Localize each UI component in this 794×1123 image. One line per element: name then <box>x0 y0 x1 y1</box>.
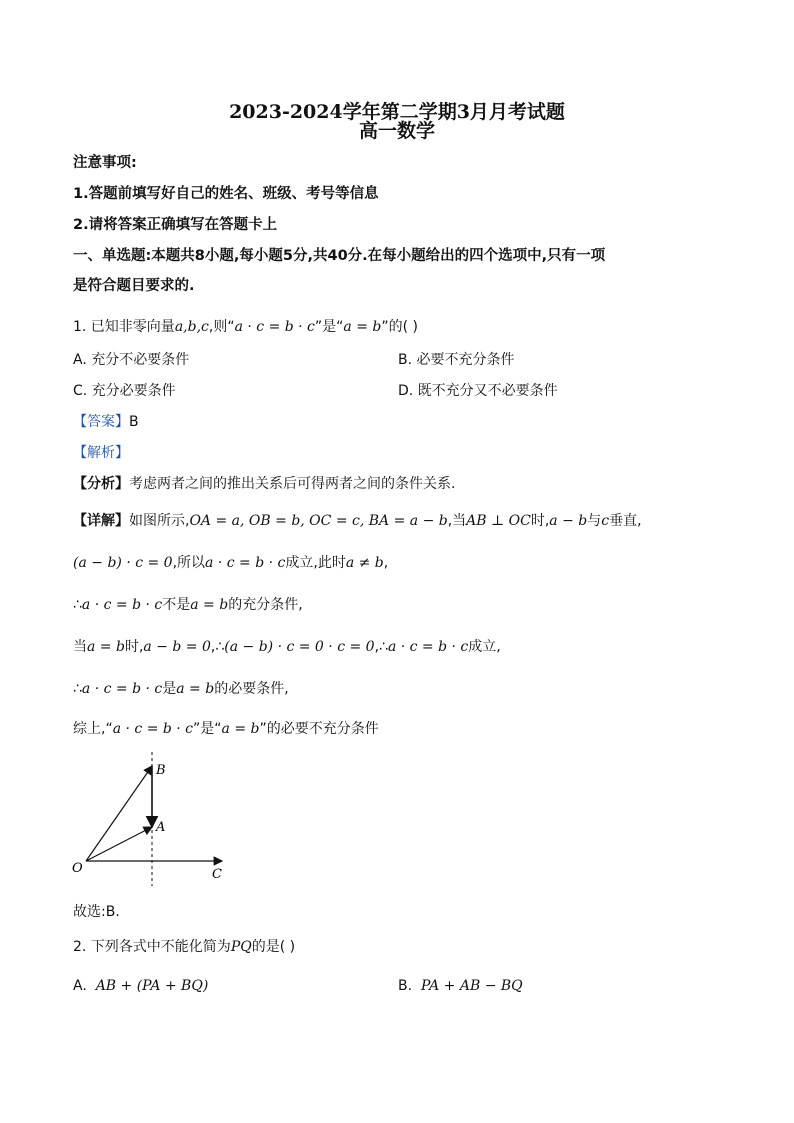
d4-end: 成立, <box>468 639 501 655</box>
q2-stem-vec: PQ <box>230 939 252 955</box>
exam-title: 2023-2024学年第二学期3月月考试题 <box>229 101 565 123</box>
d5-mid: 是 <box>162 681 177 697</box>
q1-detail-line1 <box>73 510 642 530</box>
label-o: O <box>72 861 83 876</box>
sum-pre: 综上,“ <box>73 721 113 737</box>
label-c: C <box>212 867 222 882</box>
q2-opt-b-expr: PA + AB − BQ <box>420 978 523 994</box>
vector-figure <box>66 748 236 888</box>
q1-option-c[interactable]: C. 充分必要条件 <box>73 383 176 399</box>
d1-mid: ,当 <box>447 513 467 529</box>
d3-pre: ∴ <box>73 597 82 613</box>
sum-mid: ”是“ <box>193 721 222 737</box>
q2-option-a[interactable] <box>73 978 208 994</box>
d3-mid: 不是 <box>162 597 191 613</box>
d4-pre: 当 <box>73 639 87 655</box>
d1-vec: a − b <box>549 513 588 529</box>
q2-stem-pre: 2. 下列各式中不能化简为 <box>73 939 231 955</box>
q2-stem-end: 的是( ) <box>251 939 296 955</box>
q2-option-b[interactable] <box>398 978 523 994</box>
q1-option-a[interactable]: A. 充分不必要条件 <box>73 352 190 368</box>
q2-stem <box>73 936 295 956</box>
d4-eq2: a − b = 0 <box>143 639 211 655</box>
d4-mid3: ,∴ <box>374 639 388 655</box>
q2-opt-b-label: B. <box>398 978 413 994</box>
label-b: B <box>156 763 166 778</box>
answer-tag: 【答案】 <box>73 414 129 430</box>
d5-pre: ∴ <box>73 681 82 697</box>
d5-eq2: a = b <box>176 681 215 697</box>
q1-cond2: a = b <box>343 319 382 335</box>
q1-detail-line3 <box>73 594 303 614</box>
q2-opt-a-label: A. <box>73 978 87 994</box>
q1-answer <box>73 411 139 431</box>
notes-heading: 注意事项: <box>73 155 137 171</box>
d1-c: c <box>601 513 610 529</box>
q1-vars: a,b,c <box>174 319 209 335</box>
d1-end: 垂直, <box>609 513 642 529</box>
d1-pre: 如图所示, <box>129 513 190 529</box>
q1-stem-mid: ,则“ <box>208 319 235 335</box>
fenxi-tag: 【分析】 <box>73 476 129 492</box>
d4-mid: 时, <box>124 639 144 655</box>
d2-neq: a ≠ b <box>345 555 384 571</box>
q1-option-b[interactable]: B. 必要不充分条件 <box>398 352 515 368</box>
d4-eq: a = b <box>87 639 125 655</box>
q1-detail-line4 <box>73 636 501 656</box>
d1-mid3: 与 <box>587 513 602 529</box>
d5-eq: a · c = b · c <box>81 681 163 697</box>
d3-eq: a · c = b · c <box>81 597 163 613</box>
q1-cond1: a · c = b · c <box>234 319 315 335</box>
q1-choice: 故选:B. <box>73 904 120 920</box>
sum-eq2: a = b <box>221 721 260 737</box>
d2-math: (a − b) · c = 0 <box>73 555 173 571</box>
answer-value: B <box>129 414 139 430</box>
q2-opt-a-expr: AB + (PA + BQ) <box>95 978 209 994</box>
q1-summary <box>73 718 379 738</box>
subject-title: 高一数学 <box>358 120 435 142</box>
q1-stem-end: ”的( ) <box>381 319 419 335</box>
q1-detail-line5 <box>73 678 289 698</box>
q1-fenxi <box>73 473 455 493</box>
q1-stem-pre: 1. 已知非零向量 <box>73 319 175 335</box>
q1-analysis <box>73 442 129 462</box>
d2-eq: a · c = b · c <box>205 555 286 571</box>
note-item-2: 2.请将答案正确填写在答题卡上 <box>73 217 278 233</box>
d1-math: OA = a, OB = b, OC = c, BA = a − b <box>189 513 448 529</box>
q1-detail-line2 <box>73 552 388 572</box>
section-heading-line2: 是符合题目要求的. <box>73 278 195 294</box>
sum-end: ”的必要不充分条件 <box>259 721 379 737</box>
d5-end: 的必要条件, <box>214 681 289 697</box>
d3-end: 的充分条件, <box>228 597 303 613</box>
q1-stem <box>73 316 418 336</box>
xiangjie-tag: 【详解】 <box>73 513 129 529</box>
note-item-1: 1.答题前填写好自己的姓名、班级、考号等信息 <box>73 186 379 202</box>
vector-ob <box>86 766 152 861</box>
d3-eq2: a = b <box>190 597 229 613</box>
d4-eq4: a · c = b · c <box>387 639 469 655</box>
d2-mid: ,所以 <box>172 555 206 571</box>
d1-perp: AB ⊥ OC <box>466 513 531 529</box>
q1-option-d[interactable]: D. 既不充分又不必要条件 <box>398 383 558 399</box>
section-heading-line1: 一、单选题:本题共8小题,每小题5分,共40分.在每小题给出的四个选项中,只有一项 <box>73 248 606 264</box>
fenxi-text: 考虑两者之间的推出关系后可得两者之间的条件关系. <box>129 476 456 492</box>
analysis-tag: 【解析】 <box>73 445 129 461</box>
d4-eq3: (a − b) · c = 0 · c = 0 <box>224 639 375 655</box>
q1-stem-mid2: ”是“ <box>314 319 344 335</box>
label-a: A <box>156 820 166 835</box>
vector-oa <box>86 827 152 861</box>
d2-mid2: 成立,此时 <box>285 555 346 571</box>
sum-eq: a · c = b · c <box>112 721 194 737</box>
d4-mid2: ,∴ <box>210 639 225 655</box>
d1-mid2: 时, <box>530 513 550 529</box>
d2-end: , <box>383 555 389 571</box>
